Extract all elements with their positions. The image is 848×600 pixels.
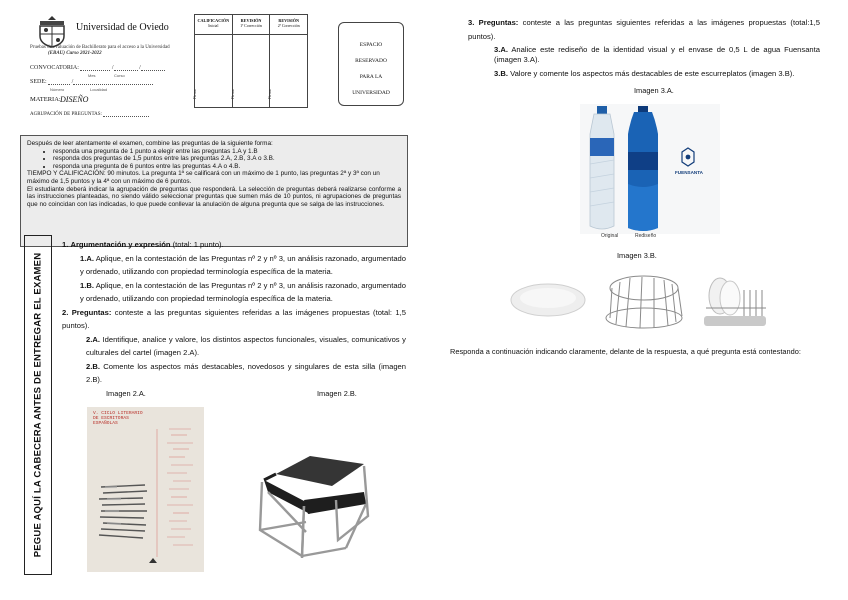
bottle-redesign-label: Rediseño [635, 233, 657, 239]
poster-title: V. CICLO LITERARIO DE ESCRITORAS ESPAÑOLAS [93, 411, 143, 426]
bottle-original-label: Original [601, 233, 619, 239]
question-3-heading: 3. Preguntas: conteste a las preguntas siguientes referidas a las imágenes propuestas (total:1,5 puntos). [468, 18, 820, 41]
sede-hint-localidad: Localidad [90, 87, 108, 92]
question-2-heading: 2. Preguntas: conteste a las preguntas siguientes referidas a las imágenes propuestas (total: 1,5 puntos). [62, 307, 406, 330]
image-3a-bottles [580, 104, 720, 244]
firma-label: Firma [229, 89, 235, 99]
sede-hint-numero: Número [50, 87, 65, 92]
image-2b-label: Imagen 2.B. [317, 389, 357, 398]
image-3b-dish-racks [508, 268, 778, 338]
image-3a-label: Imagen 3.A. [634, 86, 674, 95]
instructions-tiempo: TIEMPO Y CALIFICACIÓN: 90 minutos. La pregunta 1ª se calificará con un máximo de 1 punto, las preguntas 2ª y 3ª con un máximo de 1,5 puntos y la 4ª con un máximo de 6 puntos. [27, 170, 380, 185]
firma-label: Firma [267, 89, 273, 99]
exam-subtitle: Pruebas de evaluación de Bachillerato para el acceso a la Universidad (EBAU) Curso 2021-2022 [30, 45, 170, 56]
materia-value: DISEÑO [60, 95, 89, 104]
question-2b: 2.B. Comente los aspectos más destacables, novedosos y singulares de esta silla (imagen 2.B). [86, 361, 406, 384]
image-2a-poster [87, 407, 204, 572]
materia-label: MATERIA: [30, 96, 61, 103]
instruction-item: • responda dos preguntas de 1,5 puntos entre las preguntas 2.A, 2.B, 3.A o 3.B. [53, 155, 401, 163]
convocatoria-hint-mes: Mes [88, 73, 96, 78]
response-instruction: Responda a continuación indicando claramente, delante de la respuesta, a qué pregunta está contestando: [450, 347, 801, 356]
image-2a-label: Imagen 2.A. [106, 389, 146, 398]
instructions-intro: Después de leer atentamente el examen, combine las preguntas de la siguiente forma: [27, 140, 273, 147]
grading-col-revision-2: REVISIÓN 2ª Corrección Firma [270, 15, 307, 107]
question-1-heading: 1. Argumentación y expresión (total: 1 punto). [62, 240, 224, 249]
instructions-box [20, 135, 408, 247]
instruction-item: • responda una pregunta de 1 punto a elegir entre las preguntas 1.A y 1.B [53, 148, 401, 156]
question-3-block [468, 16, 820, 79]
agrupacion-row: AGRUPACIÓN DE PREGUNTAS: [30, 110, 149, 117]
firma-label: Firma [192, 89, 197, 99]
grading-col-revision-1: REVISIÓN 1ª Corrección Firma [233, 15, 271, 107]
question-3a: 3.A. Analice este rediseño de la identidad visual y el envase de 0,5 L de agua Fuensanta (imagen 3.A). [494, 45, 820, 64]
question-3b: 3.B. Valore y comente los aspectos más destacables de este escurreplatos (imagen 3.B). [494, 69, 795, 78]
instructions-agrupacion: El estudiante deberá indicar la agrupación de preguntas que responderá. La selección de preguntas deberá realizarse conforme a las instrucciones planteadas, no siendo válido seleccionar preguntas que sumen más de 10 puntos, ni agrupaciones de preguntas que no coincidan con las indicadas, lo que puede conllevar la anulación de alguna pregunta que se salga de las instrucciones. [27, 185, 401, 208]
grading-col-calificacion: CALIFICACIÓN Inicial Firma [195, 15, 233, 107]
question-1a: 1.A. Aplique, en la contestación de las Preguntas nº 2 y nº 3, un análisis razonado, argumentado y ordenado, utilizando con propiedad terminología específica de la materia. [80, 253, 406, 276]
convocatoria-hint-curso: Curso [114, 73, 125, 78]
convocatoria-row: CONVOCATORIA: / / [30, 64, 165, 71]
instruction-item: • responda una pregunta de 6 puntos entre las preguntas 4.A o 4.B. [53, 163, 401, 171]
questions-left-column [62, 238, 406, 387]
question-2a: 2.A. Identifique, analice y valore, los distintos aspectos funcionales, visuales, comunicativos y culturales del cartel (imagen 2.A). [86, 334, 406, 357]
university-name: Universidad de Oviedo [76, 22, 169, 33]
reserved-space-box: ESPACIO RESERVADO PARA LA UNIVERSIDAD [338, 22, 404, 106]
brand-label: FUENSANTA [675, 170, 703, 175]
question-1b: 1.B. Aplique, en la contestación de las Preguntas nº 2 y nº 3, un análisis razonado, argumentado y ordenado, utilizando con propiedad terminología específica de la materia. [80, 280, 406, 303]
image-3b-label: Imagen 3.B. [617, 251, 657, 260]
university-crest-logo [32, 14, 72, 48]
sede-row: SEDE: / [30, 78, 153, 85]
paste-header-notice: PEGUE AQUÍ LA CABECERA ANTES DE ENTREGAR EL EXAMEN [32, 252, 44, 558]
grading-table [194, 14, 308, 108]
instructions-list [27, 148, 401, 171]
image-2b-chair [246, 440, 382, 572]
